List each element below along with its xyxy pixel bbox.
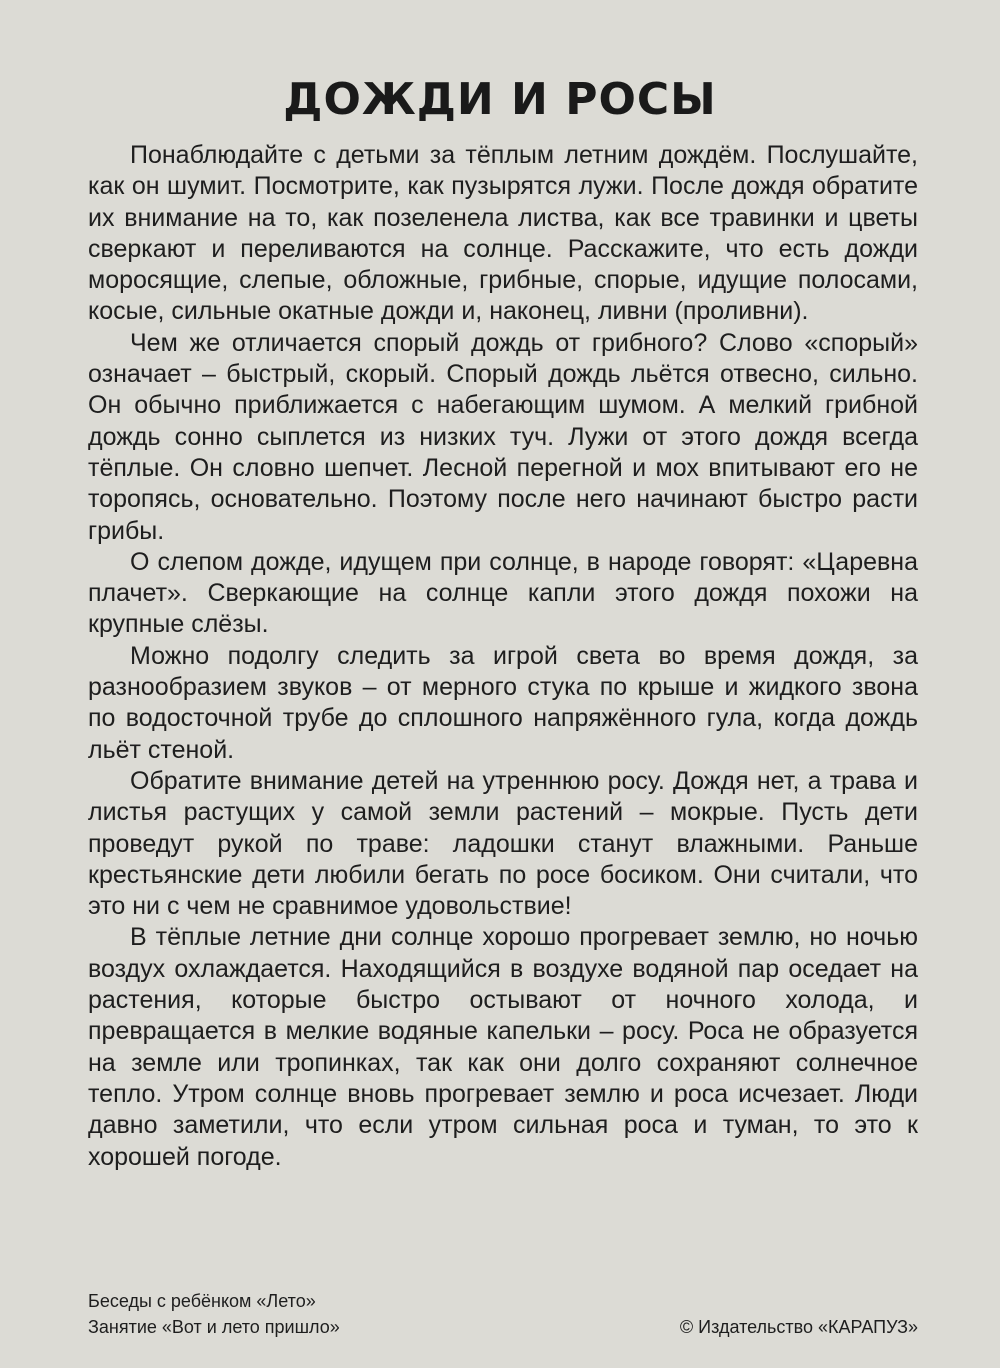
article-body [88, 140, 918, 1173]
paragraph-2: Чем же отличается спорый дождь от грибного? Слово «спорый» означает – быстрый, скорый. Спорый дождь льётся отвесно, сильно. Он обычно приближается с набегающим шумом. А мелкий грибной дождь сонно сыплется из низких туч. Лужи от этого дождя всегда тёплые. Он словно шепчет. Лесной перегной и мох впитывают его не торопясь, основательно. Поэтому после него начинают быстро расти грибы. [88, 328, 918, 545]
page-title: ДОЖДИ И РОСЫ [283, 74, 717, 125]
footer-publisher: © Издательство «КАРАПУЗ» [679, 1317, 918, 1337]
paragraph-3: О слепом дожде, идущем при солнце, в народе говорят: «Царевна плачет». Сверкающие на солнце капли этого дождя похожи на крупные слёзы. [88, 547, 918, 639]
footer-lesson: Занятие «Вот и лето пришло» [88, 1317, 340, 1337]
paragraph-5: Обратите внимание детей на утреннюю росу. Дождя нет, а трава и листья растущих у самой земли растений – мокрые. Пусть дети проведут рукой по траве: ладошки станут влажными. Раньше крестьянские дети любили бегать по росе босиком. Они считали, что это ни с чем не сравнимое удовольствие! [88, 766, 918, 921]
paragraph-1: Понаблюдайте с детьми за тёплым летним дождём. Послушайте, как он шумит. Посмотрите, как пузырятся лужи. После дождя обратите их внимание на то, как позеленела листва, как все травинки и цветы сверкают и переливаются на солнце. Расскажите, что есть дожди моросящие, слепые, обложные, грибные, спорые, идущие полосами, косые, сильные окатные дожди и, наконец, ливни (проливни). [88, 141, 918, 326]
footer-credits [88, 1288, 340, 1340]
footer-series: Беседы с ребёнком «Лето» [88, 1291, 316, 1311]
paragraph-6: В тёплые летние дни солнце хорошо прогревает землю, но ночью воздух охлаждается. Находящийся в воздухе водяной пар оседает на растения, которые быстро остывают от ночного холода, и превращается в мелкие водяные капельки – росу. Роса не образуется на земле или тропинках, так как они долго сохраняют солнечное тепло. Утром солнце вновь прогревает землю и роса исчезает. Люди давно заметили, что если утром сильная роса и туман, то это к хорошей погоде. [88, 923, 918, 1171]
paragraph-4: Можно подолгу следить за игрой света во время дождя, за разнообразием звуков – от мерного стука по крыше и жидкого звона по водосточной трубе до сплошного напряжённого гула, когда дождь льёт стеной. [88, 641, 918, 764]
